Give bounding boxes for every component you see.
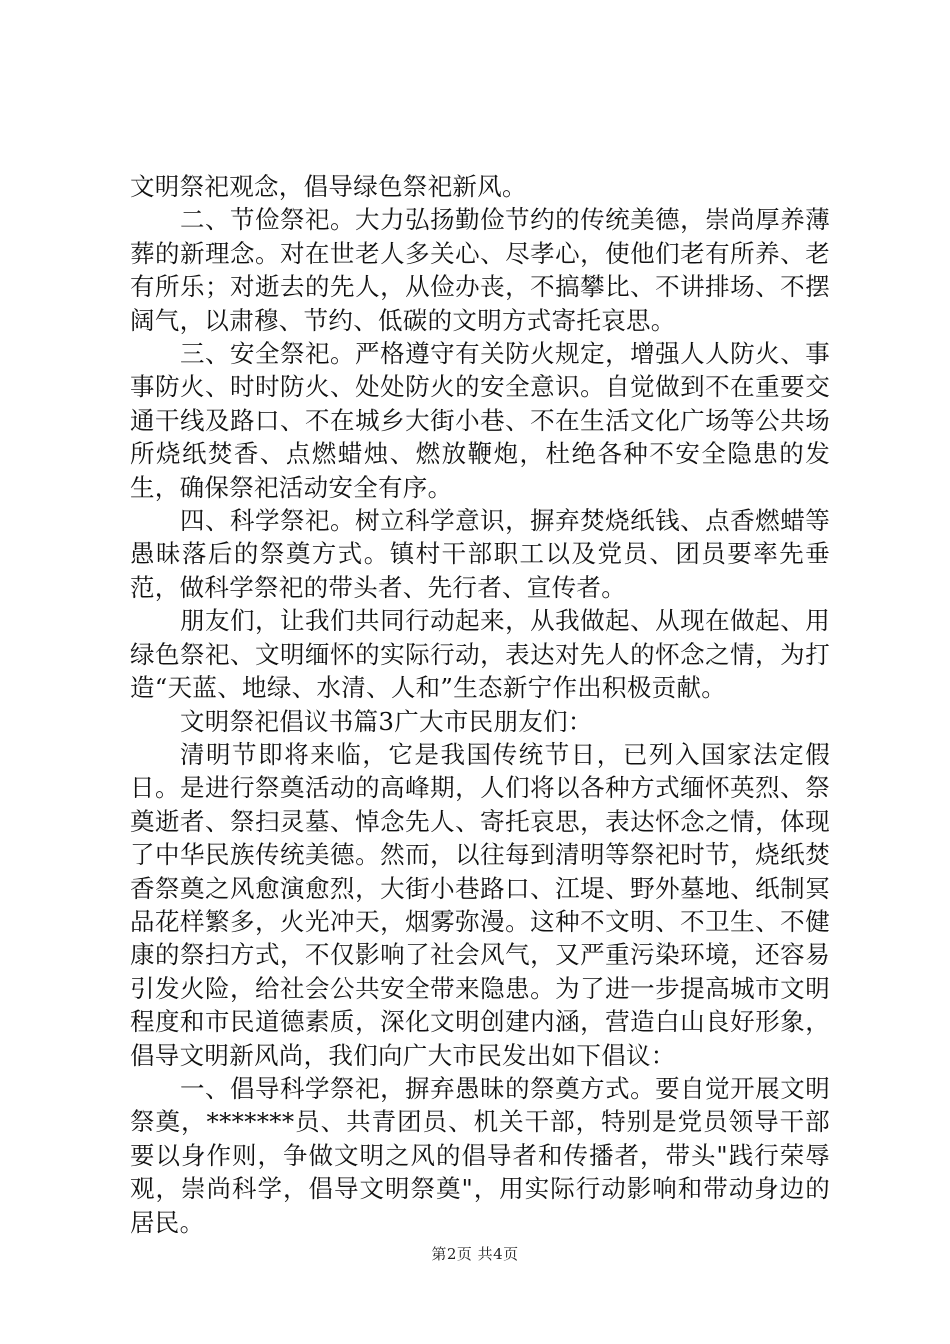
paragraph-section-heading: 文明祭祀倡议书篇3广大市民朋友们：: [180, 706, 593, 736]
paragraph-proposal-one: 一、倡导科学祭祀，摒弃愚昧的祭奠方式。要自觉开展文明祭奠，*******员、共青团员、机关干部，特别是党员领导干部要以身作则，争做文明之风的倡导者和传播者，带头"践行荣辱观，崇尚科学，倡导文明祭奠"，用实际行动影响和带动身边的居民。: [130, 1073, 830, 1237]
paragraph-continuation: 文明祭祀观念，倡导绿色祭祀新风。: [130, 172, 527, 201]
page-footer: [0, 1243, 950, 1264]
paragraph-scientific-sacrifice: 四、科学祭祀。树立科学意识，摒弃焚烧纸钱、点香燃蜡等愚昧落后的祭奠方式。镇村干部职工以及党员、团员要率先垂范，做科学祭祀的带头者、先行者、宣传者。: [130, 506, 830, 602]
paragraph-qingming-intro: 清明节即将来临，它是我国传统节日，已列入国家法定假日。是进行祭奠活动的高峰期，人们将以各种方式缅怀英烈、祭奠逝者、祭扫灵墓、悼念先人、寄托哀思，表达怀念之情，体现了中华民族传统美德。然而，以往每到清明等祭祀时节，烧纸焚香祭奠之风愈演愈烈，大街小巷路口、江堤、野外墓地、纸制冥品花样繁多，火光冲天，烟雾弥漫。这种不文明、不卫生、不健康的祭扫方式，不仅影响了社会风气，又严重污染环境，还容易引发火险，给社会公共安全带来隐患。为了进一步提高城市文明程度和市民道德素质，深化文明创建内涵，营造白山良好形象，倡导文明新风尚，我们向广大市民发出如下倡议：: [130, 739, 830, 1070]
paragraph-safe-sacrifice: 三、安全祭祀。严格遵守有关防火规定，增强人人防火、事事防火、时时防火、处处防火的安全意识。自觉做到不在重要交通干线及路口、不在城乡大街小巷、不在生活文化广场等公共场所烧纸焚香、点燃蜡烛、燃放鞭炮，杜绝各种不安全隐患的发生，确保祭祀活动安全有序。: [130, 339, 830, 502]
paragraph-frugal-sacrifice: 二、节俭祭祀。大力弘扬勤俭节约的传统美德，崇尚厚养薄葬的新理念。对在世老人多关心、尽孝心，使他们老有所养、老有所乐；对逝去的先人，从俭办丧，不搞攀比、不讲排场、不摆阔气，以肃穆、节约、低碳的文明方式寄托哀思。: [130, 205, 830, 335]
document-body: [130, 170, 830, 1239]
paragraph-call-to-action: 朋友们，让我们共同行动起来，从我做起、从现在做起、用绿色祭祀、文明缅怀的实际行动，表达对先人的怀念之情，为打造“天蓝、地绿、水清、人和”生态新宁作出积极贡献。: [130, 606, 830, 703]
page-number: 第2页 共4页: [431, 1245, 519, 1263]
